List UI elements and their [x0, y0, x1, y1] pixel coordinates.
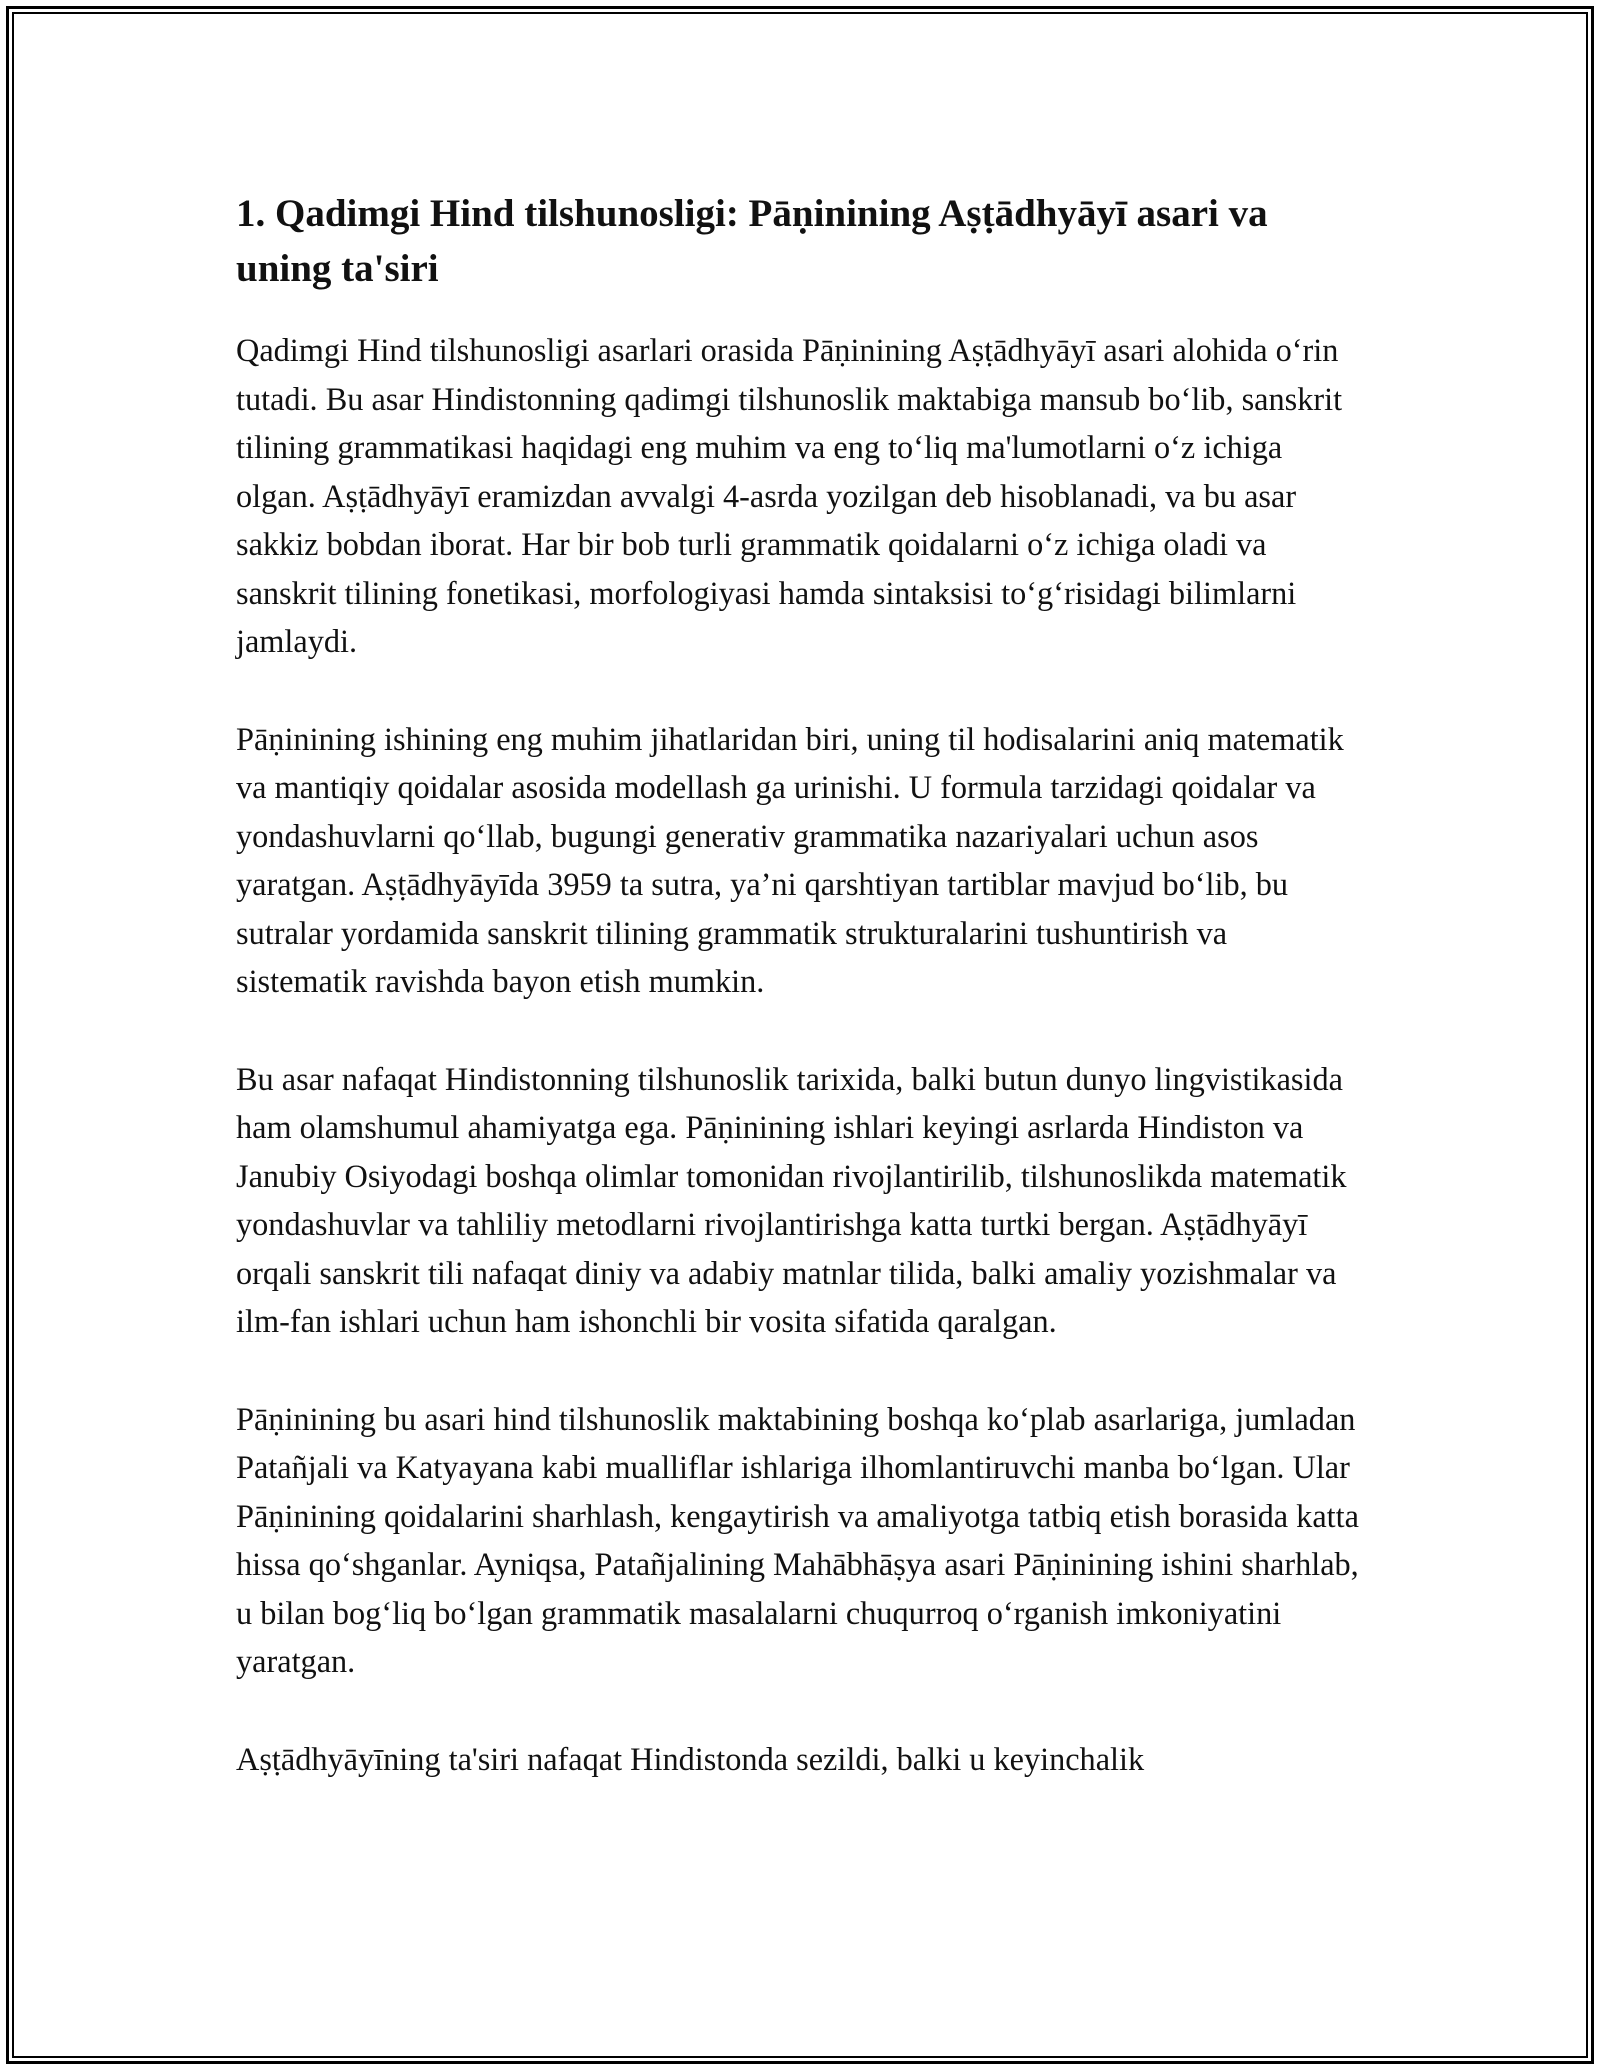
paragraph-5: Aṣṭādhyāyīning ta'siri nafaqat Hindistonda sezildi, balki u keyinchalik — [236, 1740, 1145, 1777]
paragraph-4: Pāṇinining bu asari hind tilshunoslik maktabining boshqa koʻplab asarlariga, jumladan Patañjali va Katyayana kabi mualliflar ishlariga ilhomlantiruvchi manba boʻlgan. Ular Pāṇinining qoidalarini sharhlash, kengaytirish va amaliyotga tatbiq etish borasida katta hissa qoʻshganlar. Ayniqsa, Patañjalining Mahābhāṣya asari Pāṇinining ishini sharhlab, u bilan bogʻliq boʻlgan grammatik masalalarni chuqurroq oʻrganish imkoniyatini yaratgan. — [236, 1400, 1359, 1679]
document-title: 1. Qadimgi Hind tilshunosligi: Pāṇinining Aṣṭādhyāyī asari va uning ta'siri — [236, 192, 1268, 290]
document-body — [236, 186, 1366, 1832]
paragraph-3: Bu asar nafaqat Hindistonning tilshunoslik tarixida, balki butun dunyo lingvistikasida ham olamshumul ahamiyatga ega. Pāṇinining ishlari keyingi asrlarda Hindiston va Janubiy Osiyodagi boshqa olimlar tomonidan rivojlantirilib, tilshunoslikda matematik yondashuvlar va tahliliy metodlarni rivojlantirishga katta turtki bergan. Aṣṭādhyāyī orqali sanskrit tili nafaqat diniy va adabiy matnlar tilida, balki amaliy yozishmalar va ilm-fan ishlari uchun ham ishonchli bir vosita sifatida qaralgan. — [236, 1060, 1347, 1339]
paragraph-1: Qadimgi Hind tilshunosligi asarlari orasida Pāṇinining Aṣṭādhyāyī asari alohida oʻrin tutadi. Bu asar Hindistonning qadimgi tilshunoslik maktabiga mansub boʻlib, sanskrit tilining grammatikasi haqidagi eng muhim va eng toʻliq ma'lumotlarni oʻz ichiga olgan. Aṣṭādhyāyī eramizdan avvalgi 4-asrda yozilgan deb hisoblanadi, va bu asar sakkiz bobdan iborat. Har bir bob turli grammatik qoidalarni oʻz ichiga oladi va sanskrit tilining fonetikasi, morfologiyasi hamda sintaksisi toʻgʻrisidagi bilimlarni jamlaydi. — [236, 332, 1343, 659]
paragraph-2: Pāṇinining ishining eng muhim jihatlaridan biri, uning til hodisalarini aniq matematik va mantiqiy qoidalar asosida modellash ga urinishi. U formula tarzidagi qoidalar va yondashuvlarni qoʻllab, bugungi generativ grammatika nazariyalari uchun asos yaratgan. Aṣṭādhyāyīda 3959 ta sutra, ya’ni qarshtiyan tartiblar mavjud boʻlib, bu sutralar yordamida sanskrit tilining grammatik strukturalarini tushuntirish va sistematik ravishda bayon etish mumkin. — [236, 720, 1344, 999]
